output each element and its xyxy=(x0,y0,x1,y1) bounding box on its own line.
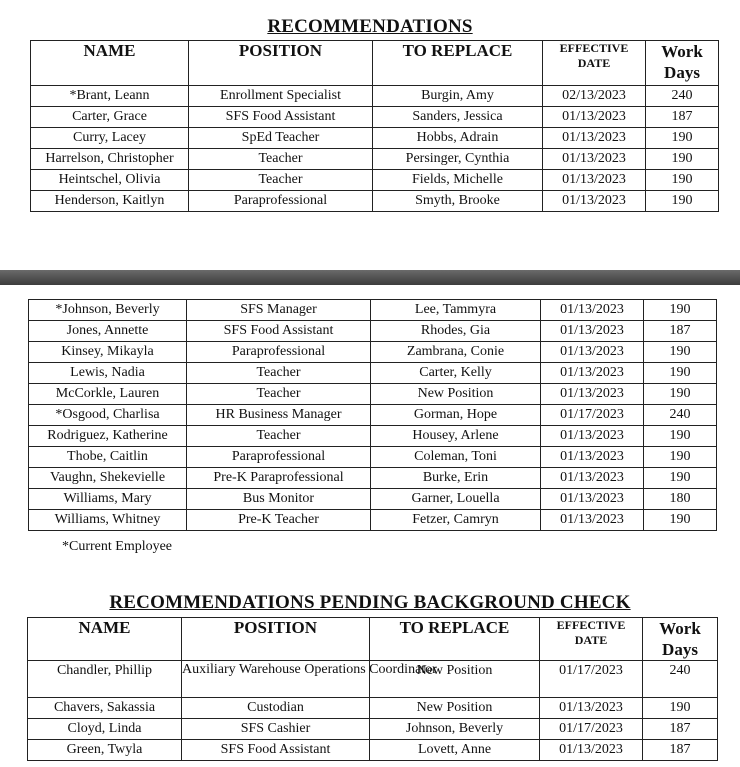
cell-effective-date: 01/13/2023 xyxy=(541,426,644,447)
cell-name: Curry, Lacey xyxy=(31,128,189,149)
cell-position: Custodian xyxy=(182,698,370,719)
cell-to-replace: Fetzer, Camryn xyxy=(371,510,541,531)
cell-position: Paraprofessional xyxy=(187,447,371,468)
cell-name: Chavers, Sakassia xyxy=(28,698,182,719)
cell-position: Pre-K Teacher xyxy=(187,510,371,531)
table-row xyxy=(29,342,717,363)
cell-name: *Brant, Leann xyxy=(31,86,189,107)
cell-effective-date: 01/13/2023 xyxy=(540,698,643,719)
cell-name: McCorkle, Lauren xyxy=(29,384,187,405)
cell-to-replace: New Position xyxy=(370,661,540,698)
cell-to-replace: Burke, Erin xyxy=(371,468,541,489)
header-position: POSITION xyxy=(189,41,373,86)
cell-name: Vaughn, Shekevielle xyxy=(29,468,187,489)
table-body xyxy=(29,300,717,531)
cell-name: Kinsey, Mikayla xyxy=(29,342,187,363)
cell-effective-date: 01/13/2023 xyxy=(541,468,644,489)
cell-name: Jones, Annette xyxy=(29,321,187,342)
cell-work-days: 240 xyxy=(643,661,718,698)
cell-name: Carter, Grace xyxy=(31,107,189,128)
cell-name: Heintschel, Olivia xyxy=(31,170,189,191)
cell-to-replace: Fields, Michelle xyxy=(373,170,543,191)
cell-effective-date: 01/13/2023 xyxy=(543,170,646,191)
table-header-row xyxy=(28,618,718,661)
cell-position: SFS Food Assistant xyxy=(189,107,373,128)
cell-to-replace: Carter, Kelly xyxy=(371,363,541,384)
cell-name: Green, Twyla xyxy=(28,740,182,761)
cell-work-days: 190 xyxy=(644,447,717,468)
cell-position: Teacher xyxy=(187,426,371,447)
cell-name: Cloyd, Linda xyxy=(28,719,182,740)
header-work-days: Work Days xyxy=(643,618,718,661)
cell-to-replace: Smyth, Brooke xyxy=(373,191,543,212)
cell-work-days: 240 xyxy=(646,86,719,107)
cell-work-days: 187 xyxy=(644,321,717,342)
cell-name: Chandler, Phillip xyxy=(28,661,182,698)
cell-name: Rodriguez, Katherine xyxy=(29,426,187,447)
header-position: POSITION xyxy=(182,618,370,661)
cell-position: Auxiliary Warehouse Operations Coordinator xyxy=(182,661,370,698)
cell-to-replace: New Position xyxy=(371,384,541,405)
cell-effective-date: 01/13/2023 xyxy=(541,384,644,405)
recommendations-table xyxy=(30,40,719,212)
cell-to-replace: Coleman, Toni xyxy=(371,447,541,468)
cell-effective-date: 01/13/2023 xyxy=(541,489,644,510)
cell-to-replace: Hobbs, Adrain xyxy=(373,128,543,149)
footnote-current-employee: *Current Employee xyxy=(62,539,173,554)
cell-effective-date: 01/17/2023 xyxy=(541,405,644,426)
cell-position: SFS Food Assistant xyxy=(187,321,371,342)
cell-work-days: 187 xyxy=(646,107,719,128)
cell-position: Paraprofessional xyxy=(187,342,371,363)
cell-to-replace: Lee, Tammyra xyxy=(371,300,541,321)
cell-effective-date: 01/13/2023 xyxy=(541,363,644,384)
pending-background-table xyxy=(27,617,718,761)
header-effective-date: EFFECTIVE DATE xyxy=(540,618,643,661)
cell-work-days: 190 xyxy=(644,468,717,489)
cell-to-replace: Sanders, Jessica xyxy=(373,107,543,128)
table-row xyxy=(31,170,719,191)
table-row xyxy=(29,321,717,342)
header-to-replace: TO REPLACE xyxy=(373,41,543,86)
cell-position: Teacher xyxy=(189,170,373,191)
recommendations-continued-table xyxy=(28,299,717,531)
cell-name: *Osgood, Charlisa xyxy=(29,405,187,426)
cell-name: Thobe, Caitlin xyxy=(29,447,187,468)
cell-work-days: 187 xyxy=(643,740,718,761)
header-work-days: Work Days xyxy=(646,41,719,86)
table-row xyxy=(31,191,719,212)
cell-to-replace: Johnson, Beverly xyxy=(370,719,540,740)
cell-work-days: 190 xyxy=(646,191,719,212)
table-body xyxy=(31,86,719,212)
page-divider xyxy=(0,270,740,285)
cell-name: *Johnson, Beverly xyxy=(29,300,187,321)
cell-work-days: 190 xyxy=(646,170,719,191)
header-name: NAME xyxy=(31,41,189,86)
table-row xyxy=(31,86,719,107)
cell-name: Williams, Whitney xyxy=(29,510,187,531)
cell-to-replace: Housey, Arlene xyxy=(371,426,541,447)
table-row xyxy=(31,149,719,170)
table-row xyxy=(29,300,717,321)
cell-effective-date: 01/17/2023 xyxy=(540,661,643,698)
cell-effective-date: 01/13/2023 xyxy=(543,128,646,149)
section-title-recommendations: RECOMMENDATIONS xyxy=(267,16,473,37)
cell-work-days: 240 xyxy=(644,405,717,426)
table-row xyxy=(29,405,717,426)
table-row xyxy=(28,719,718,740)
cell-name: Harrelson, Christopher xyxy=(31,149,189,170)
cell-work-days: 190 xyxy=(646,128,719,149)
cell-to-replace: Lovett, Anne xyxy=(370,740,540,761)
cell-position: SFS Cashier xyxy=(182,719,370,740)
cell-to-replace: Persinger, Cynthia xyxy=(373,149,543,170)
cell-name: Williams, Mary xyxy=(29,489,187,510)
cell-effective-date: 01/13/2023 xyxy=(541,300,644,321)
header-to-replace: TO REPLACE xyxy=(370,618,540,661)
table-row xyxy=(29,384,717,405)
cell-work-days: 190 xyxy=(644,384,717,405)
cell-work-days: 187 xyxy=(643,719,718,740)
cell-work-days: 190 xyxy=(646,149,719,170)
cell-effective-date: 02/13/2023 xyxy=(543,86,646,107)
table-row xyxy=(28,661,718,698)
cell-name: Henderson, Kaitlyn xyxy=(31,191,189,212)
table-row xyxy=(31,128,719,149)
cell-effective-date: 01/13/2023 xyxy=(541,342,644,363)
cell-position: HR Business Manager xyxy=(187,405,371,426)
table-row xyxy=(29,363,717,384)
cell-work-days: 190 xyxy=(644,426,717,447)
cell-work-days: 190 xyxy=(644,342,717,363)
cell-effective-date: 01/13/2023 xyxy=(540,740,643,761)
cell-effective-date: 01/17/2023 xyxy=(540,719,643,740)
cell-position: Pre-K Paraprofessional xyxy=(187,468,371,489)
table-header-row xyxy=(31,41,719,86)
header-effective-date: EFFECTIVE DATE xyxy=(543,41,646,86)
cell-work-days: 190 xyxy=(644,300,717,321)
cell-position: Teacher xyxy=(187,384,371,405)
cell-effective-date: 01/13/2023 xyxy=(541,447,644,468)
table-body xyxy=(28,661,718,761)
cell-position: SFS Food Assistant xyxy=(182,740,370,761)
cell-to-replace: Garner, Louella xyxy=(371,489,541,510)
cell-to-replace: Burgin, Amy xyxy=(373,86,543,107)
cell-position: SpEd Teacher xyxy=(189,128,373,149)
cell-effective-date: 01/13/2023 xyxy=(543,149,646,170)
cell-position: Teacher xyxy=(189,149,373,170)
cell-effective-date: 01/13/2023 xyxy=(543,107,646,128)
table-row xyxy=(31,107,719,128)
table-row xyxy=(29,489,717,510)
table-row xyxy=(28,698,718,719)
cell-effective-date: 01/13/2023 xyxy=(541,321,644,342)
cell-to-replace: Rhodes, Gia xyxy=(371,321,541,342)
cell-name: Lewis, Nadia xyxy=(29,363,187,384)
cell-work-days: 190 xyxy=(644,510,717,531)
cell-work-days: 180 xyxy=(644,489,717,510)
cell-to-replace: New Position xyxy=(370,698,540,719)
cell-position: Bus Monitor xyxy=(187,489,371,510)
cell-work-days: 190 xyxy=(643,698,718,719)
cell-effective-date: 01/13/2023 xyxy=(541,510,644,531)
table-row xyxy=(28,740,718,761)
table-row xyxy=(29,447,717,468)
cell-position: Paraprofessional xyxy=(189,191,373,212)
cell-work-days: 190 xyxy=(644,363,717,384)
table-row xyxy=(29,468,717,489)
cell-effective-date: 01/13/2023 xyxy=(543,191,646,212)
header-name: NAME xyxy=(28,618,182,661)
table-row xyxy=(29,510,717,531)
cell-position: SFS Manager xyxy=(187,300,371,321)
table-row xyxy=(29,426,717,447)
cell-position: Teacher xyxy=(187,363,371,384)
section-title-pending-background: RECOMMENDATIONS PENDING BACKGROUND CHECK xyxy=(109,592,631,613)
cell-position: Enrollment Specialist xyxy=(189,86,373,107)
cell-to-replace: Gorman, Hope xyxy=(371,405,541,426)
cell-to-replace: Zambrana, Conie xyxy=(371,342,541,363)
